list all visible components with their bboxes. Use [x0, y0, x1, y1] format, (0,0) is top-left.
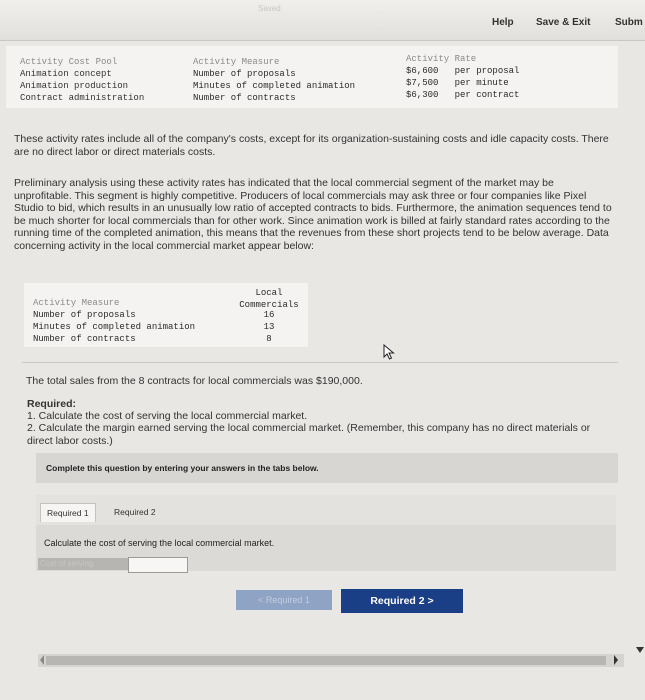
value-cell: 16 [263, 310, 275, 320]
measure-cell: Number of proposals [33, 310, 136, 320]
required-heading: Required: [27, 398, 77, 410]
cost-pool-row: Animation production [20, 81, 129, 91]
help-link[interactable]: Help [492, 17, 514, 28]
measure-cell: Number of contracts [193, 93, 296, 103]
activity-rate-column [406, 53, 546, 101]
saved-indicator: Saved [258, 4, 281, 13]
scroll-right-icon[interactable] [612, 652, 620, 668]
instruction-text: Complete this question by entering your answers in the tabs below. [46, 463, 319, 473]
tabs-bar [36, 495, 616, 525]
prev-required-button[interactable]: < Required 1 [236, 590, 332, 610]
value-cell: 13 [263, 322, 275, 332]
required-item-1: 1. Calculate the cost of serving the local commercial market. [27, 410, 308, 422]
scrollbar-thumb[interactable] [46, 656, 606, 665]
measure-cell: Minutes of completed animation [193, 81, 356, 91]
local-commercials-header [238, 287, 300, 311]
top-bar [0, 0, 645, 41]
divider [22, 362, 618, 363]
rate-cell: $6,300 [406, 90, 439, 100]
costs-paragraph: These activity rates include all of the company's costs, except for its organization-sustaining costs and idle capacity costs. There are no direct labor or direct materials costs. [14, 133, 609, 158]
task-text: Calculate the cost of serving the local commercial market. [44, 538, 275, 548]
next-required-button[interactable]: Required 2 > [341, 589, 463, 613]
measure-header: Activity Measure [33, 298, 120, 308]
rate-unit: per contract [454, 90, 520, 100]
submit-link[interactable]: Subm [615, 17, 643, 28]
header-line: Local [255, 288, 283, 298]
measure-cell: Number of proposals [193, 69, 296, 79]
cost-of-serving-label: Cost of serving [38, 558, 130, 570]
cost-pool-row: Contract administration [20, 93, 145, 103]
cost-pool-header: Activity Cost Pool [20, 57, 118, 67]
rate-unit: per minute [454, 78, 509, 88]
rate-header: Activity Rate [406, 54, 477, 64]
activity-measure-list [33, 297, 233, 345]
rate-unit: per proposal [454, 66, 520, 76]
cost-pool-row: Animation concept [20, 69, 112, 79]
required-item-2: 2. Calculate the margin earned serving the local commercial market. (Remember, this company has no direct materials or direct labor costs.) [27, 422, 591, 447]
measure-header: Activity Measure [193, 57, 280, 67]
activity-measure-column [193, 56, 393, 104]
tab-required-1[interactable]: Required 1 [40, 503, 96, 522]
rate-cell: $7,500 [406, 78, 439, 88]
horizontal-scrollbar[interactable] [38, 654, 624, 667]
scroll-down-icon[interactable] [636, 646, 644, 654]
save-exit-link[interactable]: Save & Exit [536, 17, 591, 28]
mouse-cursor-icon [383, 344, 395, 360]
scroll-left-icon[interactable] [38, 652, 46, 668]
value-cell: 8 [266, 334, 272, 344]
cost-of-serving-input[interactable] [128, 557, 188, 573]
measure-cell: Minutes of completed animation [33, 322, 196, 332]
total-sales-text: The total sales from the 8 contracts for local commercials was $190,000. [26, 375, 363, 387]
tab-required-2[interactable]: Required 2 [114, 507, 156, 517]
measure-cell: Number of contracts [33, 334, 136, 344]
activity-rates-table [20, 56, 180, 104]
header-line: Commercials [239, 300, 299, 310]
analysis-paragraph: Preliminary analysis using these activity rates has indicated that the local commercial segment of the market may be unprofitable. This segment is highly competitive. Producers of local commercials may ask three or four companies like Pixel Studio to bid, which results in an unusually low ratio of accepted contracts to bids. Furthermore, the animation sequences tend to be much shorter for local commercials than for other work. Since animation work is billed at fairly standard rates according to the running time of the completed animation, this means that the revenues from these short projects tend to be below average. Data concerning activity in the local commercial market appear below: [14, 177, 612, 252]
activity-values [238, 309, 300, 345]
rate-cell: $6,600 [406, 66, 439, 76]
